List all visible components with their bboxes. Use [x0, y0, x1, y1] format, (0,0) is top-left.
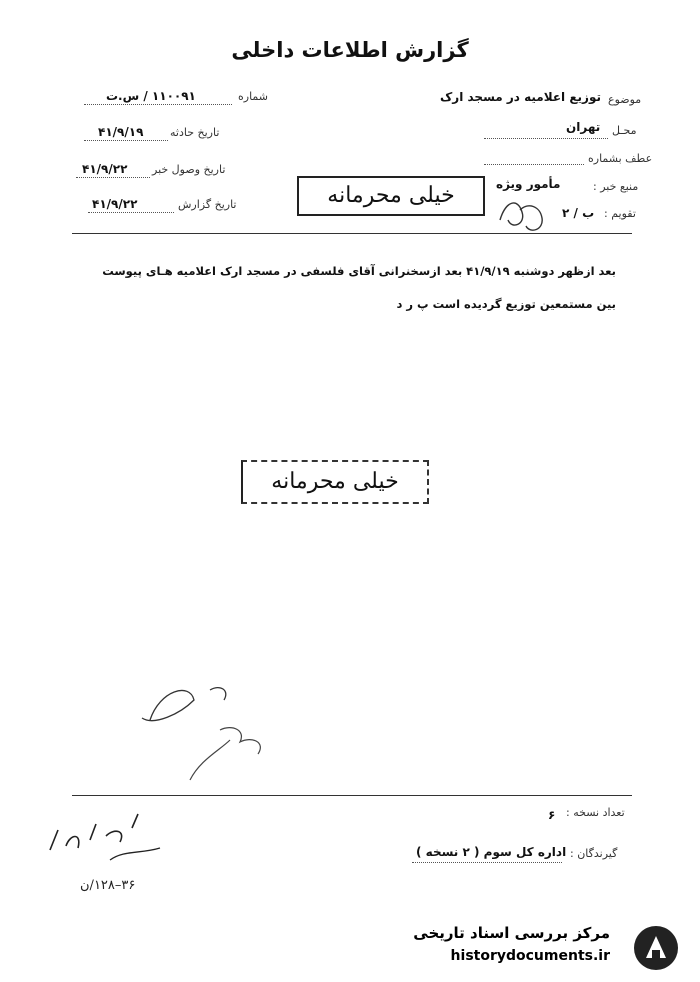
- field-value-location: تهران: [566, 120, 601, 134]
- reference-note: ۳۶–۱۲۸/ن: [80, 878, 136, 893]
- divider: [72, 795, 632, 796]
- field-label-calendar: تقویم :: [604, 207, 636, 220]
- report-line-1: بعد ازظهر دوشنبه ۴۱/۹/۱۹ بعد ازسخنرانی آقای فلسفی در مسجد ارک اعلامیه هـای پیوست: [102, 264, 616, 278]
- field-value-calendar: ب / ۲: [562, 206, 595, 220]
- page-title: گزارش اطلاعات داخلی: [231, 38, 469, 62]
- field-label-received-date: تاریخ وصول خبر: [152, 163, 226, 176]
- dotted-line: [84, 104, 232, 105]
- dotted-line: [76, 177, 150, 178]
- confidential-stamp-middle: خیلی محرمانه: [241, 460, 429, 504]
- field-value-report-date: ۴۱/۹/۲۲: [92, 197, 138, 211]
- field-label-reference: عطف بشماره: [588, 152, 653, 165]
- copies-label: تعداد نسخه :: [566, 806, 625, 819]
- copies-value: ۶: [548, 808, 556, 822]
- field-label-subject: موضوع: [608, 93, 642, 106]
- field-label-location: محـل: [612, 124, 637, 137]
- field-label-incident-date: تاریخ حادثه: [170, 126, 220, 139]
- footer-url: historydocuments.ir: [450, 948, 610, 964]
- dotted-line: [412, 862, 562, 863]
- recipients-value: اداره کل سوم ( ۲ نسخه ): [416, 845, 567, 859]
- confidential-stamp-top: خیلی محرمانه: [297, 176, 485, 216]
- footer-title: مرکز بررسی اسناد تاریخی: [413, 924, 610, 942]
- archive-logo-icon: [634, 926, 678, 970]
- field-value-number: ۱۱۰۰۹۱ / س.ت: [106, 89, 196, 103]
- dotted-line: [484, 164, 584, 165]
- dotted-line: [88, 212, 174, 213]
- divider: [72, 233, 632, 234]
- field-value-received-date: ۴۱/۹/۲۲: [82, 162, 128, 176]
- field-value-incident-date: ۴۱/۹/۱۹: [98, 125, 144, 139]
- handwritten-number: [40, 800, 180, 880]
- handwritten-signature: [120, 670, 280, 800]
- dotted-line: [484, 138, 608, 139]
- report-line-2: بین مستمعین توزیع گردیده است پ ر د: [396, 297, 616, 311]
- field-value-subject: توزیع اعلامیه در مسجد ارک: [440, 90, 601, 104]
- field-label-number: شماره: [238, 90, 269, 103]
- field-value-source: مأمور ویژه: [496, 177, 561, 191]
- field-label-report-date: تاریخ گزارش: [178, 198, 237, 211]
- dotted-line: [84, 140, 168, 141]
- field-label-source: منبع خبر :: [593, 180, 639, 193]
- footer-watermark: [410, 918, 690, 976]
- recipients-label: گیرندگان :: [570, 847, 618, 860]
